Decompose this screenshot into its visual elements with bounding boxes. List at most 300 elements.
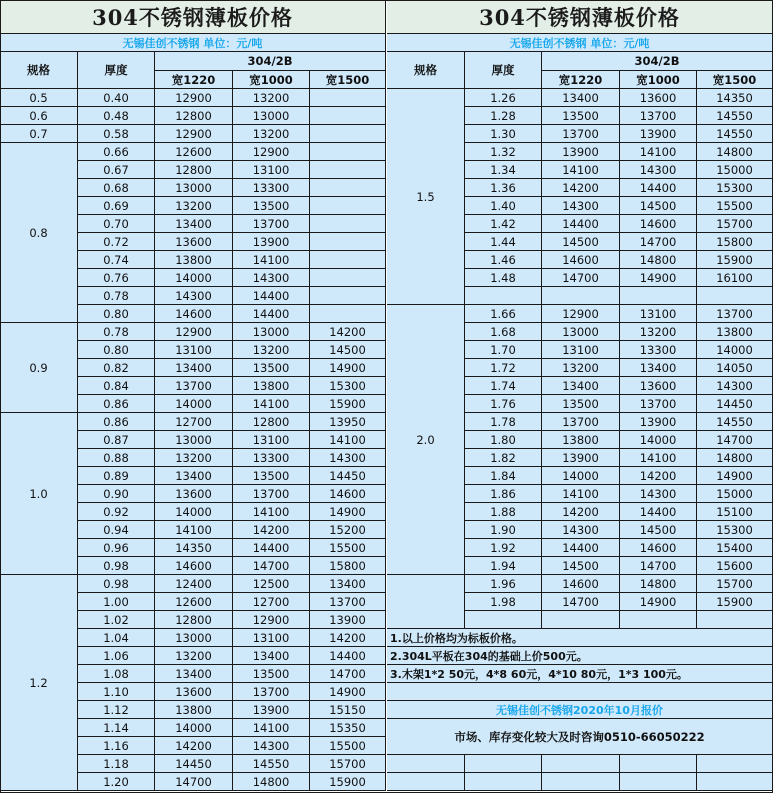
width-header: 宽1220	[155, 71, 233, 89]
price-cell: 13200	[155, 647, 233, 665]
price-cell: 13400	[155, 467, 233, 485]
price-cell: 14900	[310, 359, 386, 377]
price-cell: 14500	[542, 557, 620, 575]
price-cell: 13000	[155, 629, 233, 647]
thickness-cell: 0.80	[78, 341, 155, 359]
thickness-cell: 1.86	[465, 485, 542, 503]
price-cell: 14100	[310, 431, 386, 449]
price-cell: 12900	[233, 611, 310, 629]
price-cell: 13800	[155, 251, 233, 269]
price-cell: 14400	[542, 215, 620, 233]
table-subtitle: 无锡佳创不锈钢 单位：元/吨	[387, 34, 773, 52]
price-cell: 14800	[697, 449, 773, 467]
spec-cell: 0.6	[0, 107, 78, 125]
price-cell: 13700	[697, 305, 773, 323]
price-cell: 14700	[620, 233, 697, 251]
thickness-cell: 1.88	[465, 503, 542, 521]
price-cell: 15300	[310, 377, 386, 395]
price-cell: 15700	[697, 215, 773, 233]
price-cell: 13900	[310, 611, 386, 629]
price-cell: 14700	[542, 593, 620, 611]
price-cell: 13900	[233, 701, 310, 719]
price-cell: 14300	[620, 161, 697, 179]
price-cell: 13950	[310, 413, 386, 431]
spec-cell: 0.8	[0, 143, 78, 323]
empty-cell	[465, 773, 542, 791]
thickness-cell: 1.02	[78, 611, 155, 629]
spec-cell: 1.0	[0, 413, 78, 575]
price-cell: 15500	[697, 197, 773, 215]
thickness-cell: 0.90	[78, 485, 155, 503]
thickness-cell: 1.68	[465, 323, 542, 341]
price-cell: 13600	[620, 377, 697, 395]
price-cell	[620, 611, 697, 629]
price-cell: 12800	[155, 611, 233, 629]
price-cell: 14100	[542, 161, 620, 179]
price-cell: 14200	[310, 629, 386, 647]
thickness-cell	[465, 611, 542, 629]
price-cell: 13100	[233, 431, 310, 449]
price-cell: 13400	[155, 665, 233, 683]
price-cell: 13700	[620, 395, 697, 413]
empty-cell	[465, 755, 542, 773]
price-cell: 13500	[233, 467, 310, 485]
price-cell: 16100	[697, 269, 773, 287]
price-cell: 15300	[697, 521, 773, 539]
price-cell: 14800	[620, 251, 697, 269]
thickness-cell: 0.89	[78, 467, 155, 485]
price-cell: 13700	[233, 683, 310, 701]
price-cell	[697, 287, 773, 305]
price-cell: 13200	[233, 341, 310, 359]
price-cell: 12700	[233, 593, 310, 611]
price-cell: 13500	[233, 665, 310, 683]
empty-cell	[697, 755, 773, 773]
thickness-cell: 0.96	[78, 539, 155, 557]
thickness-cell: 1.82	[465, 449, 542, 467]
price-cell: 14600	[542, 251, 620, 269]
price-cell: 14400	[233, 287, 310, 305]
thickness-cell: 1.66	[465, 305, 542, 323]
price-cell: 15000	[697, 161, 773, 179]
price-cell: 13700	[233, 485, 310, 503]
price-cell: 13000	[233, 323, 310, 341]
thickness-cell: 0.67	[78, 161, 155, 179]
price-cell: 13400	[155, 215, 233, 233]
price-cell: 14350	[155, 539, 233, 557]
price-cell: 15800	[697, 233, 773, 251]
width-header: 宽1500	[697, 71, 773, 89]
price-cell: 13300	[233, 179, 310, 197]
thickness-cell: 0.66	[78, 143, 155, 161]
price-cell	[697, 611, 773, 629]
price-cell: 12800	[155, 161, 233, 179]
thickness-cell: 1.70	[465, 341, 542, 359]
thickness-cell: 1.18	[78, 755, 155, 773]
thickness-cell: 1.42	[465, 215, 542, 233]
thickness-cell: 1.96	[465, 575, 542, 593]
price-cell: 15500	[310, 539, 386, 557]
table-title: 304不锈钢薄板价格	[387, 0, 773, 34]
table-subtitle: 无锡佳创不锈钢 单位：元/吨	[0, 34, 386, 52]
price-cell: 15700	[697, 575, 773, 593]
price-cell: 13800	[233, 377, 310, 395]
price-cell: 13900	[620, 413, 697, 431]
thickness-cell: 0.80	[78, 305, 155, 323]
price-cell: 14300	[697, 377, 773, 395]
price-cell	[310, 251, 386, 269]
width-header: 宽1500	[310, 71, 386, 89]
thickness-cell: 0.58	[78, 125, 155, 143]
price-cell: 13800	[697, 323, 773, 341]
price-cell: 13200	[155, 197, 233, 215]
price-cell: 12600	[155, 593, 233, 611]
thickness-cell: 0.98	[78, 557, 155, 575]
price-cell: 13400	[542, 377, 620, 395]
empty-cell	[620, 755, 697, 773]
blank-row	[387, 683, 773, 701]
price-cell: 15600	[697, 557, 773, 575]
empty-cell	[387, 755, 465, 773]
price-cell	[310, 287, 386, 305]
price-cell: 13900	[542, 449, 620, 467]
price-cell	[542, 611, 620, 629]
price-cell: 14550	[697, 107, 773, 125]
price-cell: 14550	[697, 125, 773, 143]
price-cell	[310, 161, 386, 179]
price-cell: 14700	[542, 269, 620, 287]
price-cell: 14000	[155, 269, 233, 287]
price-cell: 14000	[542, 467, 620, 485]
price-cell: 14450	[697, 395, 773, 413]
price-cell: 13700	[155, 377, 233, 395]
price-cell	[620, 287, 697, 305]
price-cell: 14500	[310, 341, 386, 359]
price-cell: 13400	[233, 647, 310, 665]
thickness-cell: 1.84	[465, 467, 542, 485]
price-cell: 14600	[155, 557, 233, 575]
price-cell: 14200	[620, 467, 697, 485]
thickness-cell: 0.98	[78, 575, 155, 593]
thickness-cell: 0.84	[78, 377, 155, 395]
price-cell: 14050	[697, 359, 773, 377]
thickness-cell: 1.10	[78, 683, 155, 701]
thickness-cell: 0.82	[78, 359, 155, 377]
price-cell: 13200	[155, 449, 233, 467]
price-cell: 13500	[542, 107, 620, 125]
thickness-cell: 0.87	[78, 431, 155, 449]
price-cell: 14900	[310, 503, 386, 521]
price-cell: 14100	[620, 449, 697, 467]
price-cell: 13300	[620, 341, 697, 359]
price-cell: 15900	[310, 395, 386, 413]
price-cell: 14200	[310, 323, 386, 341]
thickness-cell: 1.76	[465, 395, 542, 413]
price-cell: 13700	[310, 593, 386, 611]
thickness-cell: 1.40	[465, 197, 542, 215]
price-cell: 14000	[697, 341, 773, 359]
spec-cell: 1.2	[0, 575, 78, 791]
price-cell: 14100	[542, 485, 620, 503]
price-cell: 13600	[155, 485, 233, 503]
thickness-cell: 1.78	[465, 413, 542, 431]
thickness-cell: 1.80	[465, 431, 542, 449]
price-cell: 14900	[697, 467, 773, 485]
price-cell: 14300	[620, 485, 697, 503]
price-cell	[310, 143, 386, 161]
price-cell	[310, 215, 386, 233]
thickness-cell: 1.08	[78, 665, 155, 683]
thickness-cell: 1.34	[465, 161, 542, 179]
thickness-cell: 1.14	[78, 719, 155, 737]
spec-cell: 0.7	[0, 125, 78, 143]
thickness-cell: 0.69	[78, 197, 155, 215]
thickness-cell: 0.74	[78, 251, 155, 269]
price-cell: 13100	[620, 305, 697, 323]
price-cell: 14100	[233, 251, 310, 269]
price-cell: 13700	[542, 413, 620, 431]
price-cell: 14800	[233, 773, 310, 791]
price-cell: 14300	[233, 737, 310, 755]
thickness-cell: 1.94	[465, 557, 542, 575]
price-cell: 15900	[310, 773, 386, 791]
price-cell: 15700	[310, 755, 386, 773]
price-cell: 14300	[310, 449, 386, 467]
price-cell: 14600	[620, 539, 697, 557]
price-cell: 15150	[310, 701, 386, 719]
price-cell: 14000	[155, 503, 233, 521]
price-note: 3.木架1*2 50元，4*8 60元，4*10 80元，1*3 100元。	[387, 665, 773, 683]
price-cell: 13900	[542, 143, 620, 161]
spec-cell: 2.0	[387, 305, 465, 575]
price-cell: 14700	[233, 557, 310, 575]
price-cell: 13900	[233, 233, 310, 251]
thickness-cell: 0.40	[78, 89, 155, 107]
price-cell: 14500	[620, 197, 697, 215]
thickness-cell: 0.76	[78, 269, 155, 287]
thickness-cell: 1.44	[465, 233, 542, 251]
price-cell: 13700	[542, 125, 620, 143]
price-cell: 14400	[620, 179, 697, 197]
price-cell: 13100	[233, 161, 310, 179]
price-cell	[310, 233, 386, 251]
thickness-cell: 1.98	[465, 593, 542, 611]
price-cell: 15350	[310, 719, 386, 737]
spec-cell: 0.9	[0, 323, 78, 413]
price-cell: 13500	[233, 359, 310, 377]
price-cell	[310, 305, 386, 323]
price-cell: 13200	[233, 89, 310, 107]
empty-cell	[697, 773, 773, 791]
price-cell: 15400	[697, 539, 773, 557]
price-cell: 14350	[697, 89, 773, 107]
price-cell: 14000	[620, 431, 697, 449]
thickness-cell: 0.88	[78, 449, 155, 467]
price-cell: 14300	[542, 521, 620, 539]
thickness-cell: 0.70	[78, 215, 155, 233]
price-cell: 14500	[620, 521, 697, 539]
grade-header: 304/2B	[542, 52, 773, 71]
empty-cell	[542, 773, 620, 791]
price-cell: 14400	[620, 503, 697, 521]
price-cell: 15300	[697, 179, 773, 197]
price-cell: 15800	[310, 557, 386, 575]
price-cell: 14100	[620, 143, 697, 161]
price-cell	[310, 107, 386, 125]
price-cell: 15900	[697, 593, 773, 611]
price-cell: 13600	[155, 233, 233, 251]
price-cell: 12900	[155, 125, 233, 143]
price-cell: 13000	[155, 431, 233, 449]
thickness-cell: 0.72	[78, 233, 155, 251]
price-cell: 14600	[620, 215, 697, 233]
price-cell	[310, 125, 386, 143]
thickness-cell: 1.46	[465, 251, 542, 269]
price-cell: 14600	[542, 575, 620, 593]
price-cell: 14300	[542, 197, 620, 215]
price-cell: 13200	[620, 323, 697, 341]
price-cell: 13400	[620, 359, 697, 377]
price-cell: 14900	[620, 593, 697, 611]
price-cell: 14400	[233, 305, 310, 323]
price-cell: 13900	[620, 125, 697, 143]
price-cell: 14200	[542, 179, 620, 197]
price-cell: 14600	[310, 485, 386, 503]
price-cell: 13600	[155, 683, 233, 701]
price-cell: 13800	[542, 431, 620, 449]
price-note: 1.以上价格均为标板价格。	[387, 629, 773, 647]
price-cell	[310, 89, 386, 107]
thickness-cell: 1.72	[465, 359, 542, 377]
thickness-cell: 1.92	[465, 539, 542, 557]
price-cell: 14800	[697, 143, 773, 161]
price-cell: 12400	[155, 575, 233, 593]
price-cell: 13500	[233, 197, 310, 215]
price-cell: 14900	[620, 269, 697, 287]
price-cell: 13600	[620, 89, 697, 107]
thickness-cell: 1.12	[78, 701, 155, 719]
price-cell: 14450	[155, 755, 233, 773]
empty-cell	[387, 773, 465, 791]
price-cell: 13400	[542, 89, 620, 107]
spec-header: 规格	[0, 52, 78, 89]
price-cell: 13800	[155, 701, 233, 719]
thickness-cell: 0.68	[78, 179, 155, 197]
thickness-cell: 1.20	[78, 773, 155, 791]
price-cell	[310, 269, 386, 287]
price-cell: 13200	[233, 125, 310, 143]
thickness-cell	[465, 287, 542, 305]
empty-cell	[620, 773, 697, 791]
right-price-table	[387, 0, 773, 793]
thickness-header: 厚度	[78, 52, 155, 89]
price-cell: 14300	[155, 287, 233, 305]
spec-header: 规格	[387, 52, 465, 89]
price-cell: 12900	[155, 323, 233, 341]
thickness-cell: 1.00	[78, 593, 155, 611]
price-cell: 14700	[620, 557, 697, 575]
price-cell: 13000	[542, 323, 620, 341]
price-cell: 12800	[155, 107, 233, 125]
thickness-cell: 1.90	[465, 521, 542, 539]
thickness-cell: 1.26	[465, 89, 542, 107]
thickness-cell: 0.86	[78, 413, 155, 431]
thickness-cell: 0.78	[78, 287, 155, 305]
thickness-cell: 1.32	[465, 143, 542, 161]
thickness-cell: 1.06	[78, 647, 155, 665]
price-cell	[310, 179, 386, 197]
thickness-cell: 1.36	[465, 179, 542, 197]
price-cell: 14800	[620, 575, 697, 593]
thickness-cell: 0.78	[78, 323, 155, 341]
price-cell: 14700	[697, 431, 773, 449]
price-cell: 14000	[155, 719, 233, 737]
price-cell: 14100	[233, 395, 310, 413]
price-cell: 14000	[155, 395, 233, 413]
price-cell: 13400	[155, 359, 233, 377]
thickness-cell: 0.48	[78, 107, 155, 125]
left-price-table	[0, 0, 386, 793]
thickness-cell: 0.86	[78, 395, 155, 413]
price-cell: 13200	[542, 359, 620, 377]
price-cell: 13700	[620, 107, 697, 125]
price-cell: 13100	[542, 341, 620, 359]
empty-cell	[542, 755, 620, 773]
price-cell: 13500	[542, 395, 620, 413]
price-cell: 15500	[310, 737, 386, 755]
price-cell: 13100	[233, 629, 310, 647]
price-cell	[310, 197, 386, 215]
spec-cell: 1.5	[387, 89, 465, 305]
spec-cell	[387, 575, 465, 629]
thickness-cell: 1.04	[78, 629, 155, 647]
price-cell	[542, 287, 620, 305]
width-header: 宽1000	[233, 71, 310, 89]
price-cell: 14100	[233, 719, 310, 737]
price-cell: 14400	[233, 539, 310, 557]
price-cell: 13100	[155, 341, 233, 359]
thickness-header: 厚度	[465, 52, 542, 89]
thickness-cell: 0.94	[78, 521, 155, 539]
report-title: 无锡佳创不锈钢2020年10月报价	[387, 701, 773, 719]
price-cell: 13700	[233, 215, 310, 233]
price-cell: 12600	[155, 143, 233, 161]
price-cell: 15200	[310, 521, 386, 539]
thickness-cell: 0.92	[78, 503, 155, 521]
price-cell: 13300	[233, 449, 310, 467]
price-cell: 14700	[310, 665, 386, 683]
price-cell: 14700	[155, 773, 233, 791]
thickness-cell: 1.16	[78, 737, 155, 755]
price-cell: 14400	[310, 647, 386, 665]
thickness-cell: 1.48	[465, 269, 542, 287]
contact-line: 市场、库存变化较大及时咨询0510-66050222	[387, 719, 773, 755]
price-cell: 14200	[542, 503, 620, 521]
price-cell: 14550	[233, 755, 310, 773]
price-cell: 14300	[233, 269, 310, 287]
price-note: 2.304L平板在304的基础上价500元。	[387, 647, 773, 665]
price-cell: 12900	[542, 305, 620, 323]
price-cell: 15900	[697, 251, 773, 269]
price-cell: 14900	[310, 683, 386, 701]
price-cell: 12700	[155, 413, 233, 431]
price-cell: 14200	[155, 737, 233, 755]
price-cell: 13400	[310, 575, 386, 593]
thickness-cell: 1.28	[465, 107, 542, 125]
price-cell: 14100	[233, 503, 310, 521]
price-cell: 14500	[542, 233, 620, 251]
price-cell: 13000	[233, 107, 310, 125]
